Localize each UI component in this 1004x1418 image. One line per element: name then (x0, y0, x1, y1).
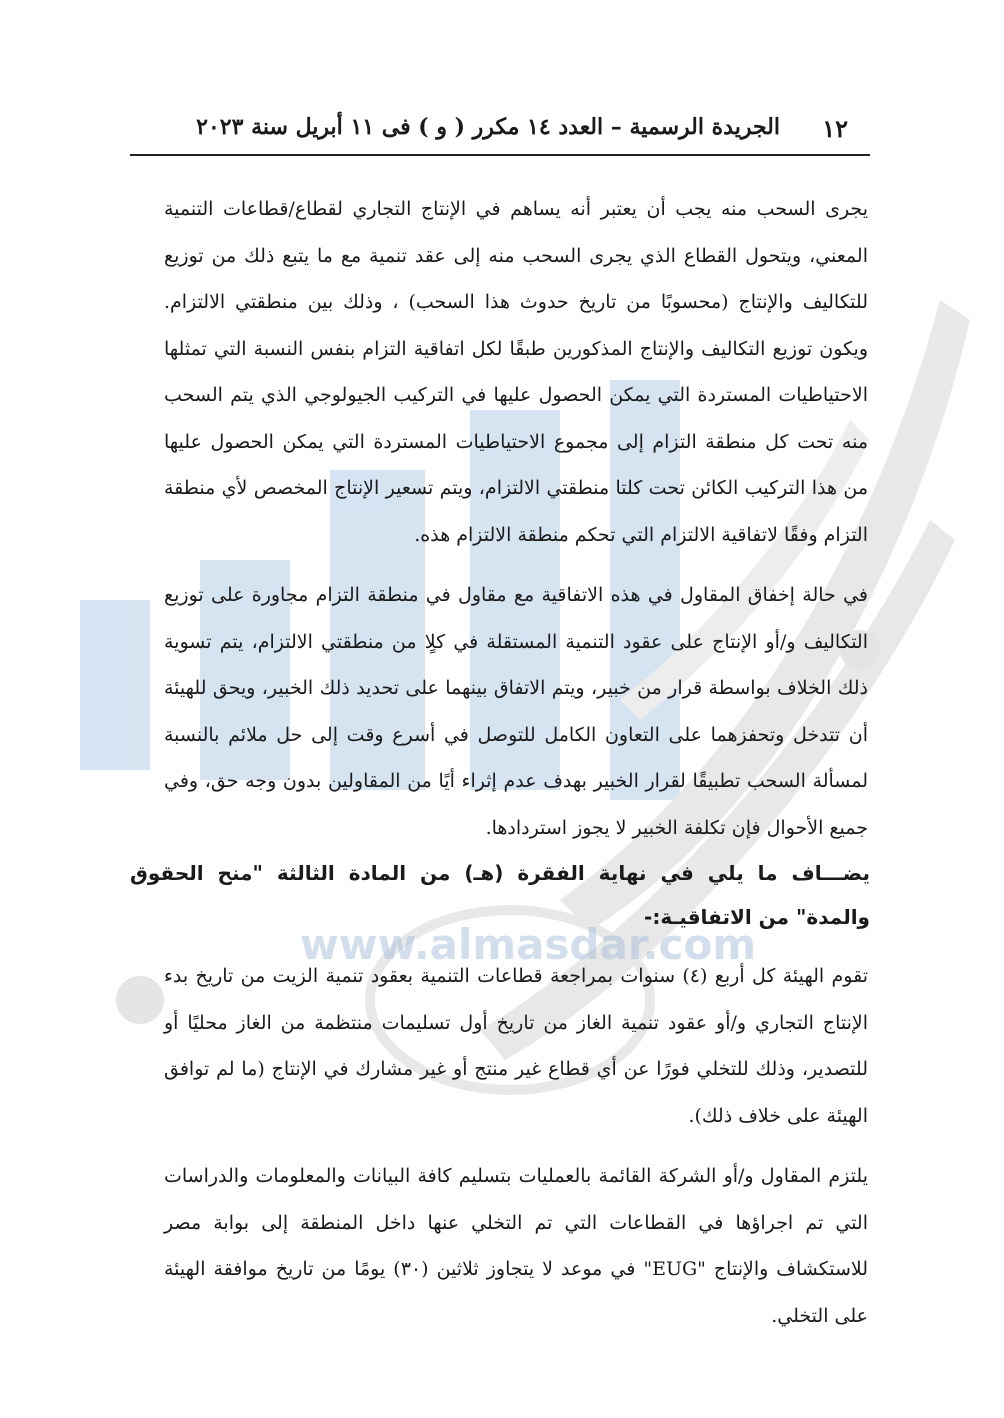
section-heading: يضـــاف ما يلي في نهاية الفقرة (هـ) من المادة الثالثة "منح الحقوق والمدة" من الاتفاقيـة:- (130, 861, 870, 929)
paragraph-4: يلتزم المقاول و/أو الشركة القائمة بالعمليات بتسليم كافة البيانات والمعلومات والدراسات التي تم اجراؤها في القطاعات التي تم التخلي عنها داخل المنطقة إلى بوابة مصر للاستكشاف والإنتاج "EUG" في موعد لا يتجاوز ثلاثين (٣٠) يومًا من تاريخ موافقة الهيئة على التخلي. (164, 1165, 869, 1327)
document-body (130, 186, 870, 1339)
watermark-url: www.almasdar.com (300, 920, 757, 969)
paragraph-3: تقوم الهيئة كل أربع (٤) سنوات بمراجعة قطاعات التنمية بعقود تنمية الزيت من تاريخ بدء الإنتاج التجاري و/أو عقود تنمية الغاز من تاريخ أول تسليمات منتظمة من الغاز محليًا أو للتصدير، وذلك للتخلي فورًا عن أي قطاع غير منتج أو غير مشارك في الإنتاج (ما لم توافق الهيئة على خلاف ذلك). (164, 965, 868, 1127)
paragraph-2: في حالة إخفاق المقاول في هذه الاتفاقية مع مقاول في منطقة التزام مجاورة على توزيع التكاليف و/أو الإنتاج على عقود التنمية المستقلة في كلٍا من منطقتي الالتزام، يتم تسوية ذلك الخلاف بواسطة قرار من خبير، ويتم الاتفاق بينهما على تحديد ذلك الخبير، ويحق للهيئة أن تتدخل وتحفزهما على التعاون الكامل للتوصل في أسرع وقت إلى حل ملائم بالنسبة لمسألة السحب تطبيقًا لقرار الخبير بهدف عدم إثراء أيًا من المقاولين بدون وجه حق، وفي جميع الأحوال فإن تكلفة الخبير لا يجوز استردادها. (164, 584, 868, 839)
page-header (130, 108, 870, 156)
paragraph-1: يجرى السحب منه يجب أن يعتبر أنه يساهم في الإنتاج التجاري لقطاع/قطاعات التنمية المعني، ويتحول القطاع الذي يجرى السحب منه إلى عقد تنمية مع ما يتبع ذلك من توزيع للتكاليف والإنتاج (محسوبًا من تاريخ حدوث هذا السحب) ، وذلك بين منطقتي الالتزام. ويكون توزيع التكاليف والإنتاج المذكورين طبقًا لكل اتفاقية التزام بنفس النسبة التي تمثلها الاحتياطيات المستردة التي يمكن الحصول عليها في التركيب الجيولوجي الذي يتم السحب منه تحت كل منطقة التزام إلى مجموع الاحتياطيات المستردة التي يمكن الحصول عليها من هذا التركيب الكائن تحت كلتا منطقتي الالتزام، ويتم تسعير الإنتاج المخصص لأي منطقة التزام وفقًا لاتفاقية الالتزام التي تحكم منطقة الالتزام هذه. (164, 198, 868, 546)
page-number: ١٢ (822, 114, 848, 143)
header-rule (130, 154, 870, 156)
gazette-title: الجريدة الرسمية – العدد ١٤ مكرر ( و ) فى ١١ أبريل سنة ٢٠٢٣ (196, 114, 780, 140)
